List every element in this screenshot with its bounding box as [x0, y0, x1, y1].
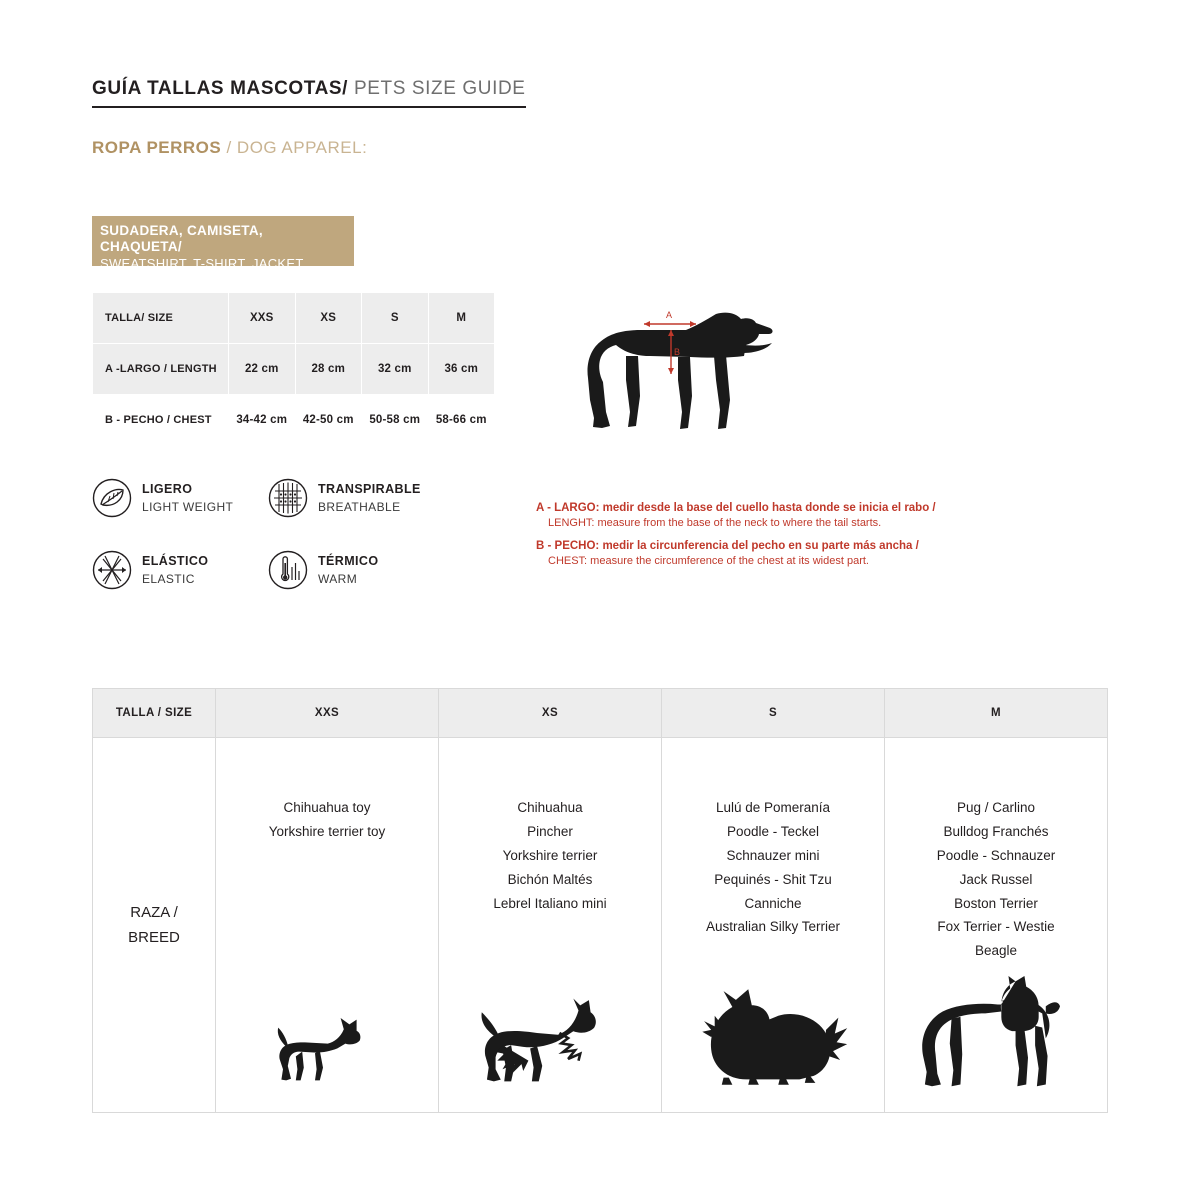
meas-row-a-xxs: 22 cm: [229, 344, 296, 395]
breed-name: Jack Russel: [959, 871, 1033, 887]
breed-name: Pug / Carlino: [956, 800, 1036, 815]
leaf-icon: [92, 478, 132, 518]
breed-name: Chihuahua: [517, 800, 583, 815]
feature-label-es: LIGERO: [142, 482, 193, 496]
breed-name: Boston Terrier: [954, 895, 1038, 911]
breed-name: Lebrel Italiano mini: [493, 895, 607, 911]
feature-lightweight: [92, 478, 233, 518]
breed-header-m: M: [885, 689, 1108, 738]
feature-lightweight-text: [142, 480, 233, 516]
legend-chest-es: B - PECHO: medir la circunferencia del pecho en su parte más ancha /: [536, 539, 919, 552]
breed-row-label-line1: RAZA /: [130, 903, 178, 921]
feature-elastic: [92, 550, 208, 590]
breed-name: Lulú de Pomeranía: [715, 800, 831, 815]
section-subtitle-es: ROPA PERROS: [92, 138, 222, 157]
meas-row-a-xs: 28 cm: [295, 344, 362, 395]
table-row: [93, 738, 1108, 1113]
meas-row-b-m: 58-66 cm: [428, 395, 495, 446]
breed-name: Bichón Maltés: [507, 871, 593, 887]
feature-breathable: [268, 478, 421, 518]
feature-warm: [268, 550, 378, 590]
feature-label-es: TÉRMICO: [318, 554, 379, 568]
breed-cell-m: [885, 738, 1108, 1113]
legend-chest-en: CHEST: measure the circumference of the chest at its widest part.: [548, 555, 869, 568]
diagram-label-a: A: [666, 310, 673, 320]
meas-row-b-label: B - PECHO / CHEST: [93, 395, 229, 446]
elastic-icon: [92, 550, 132, 590]
small-longhair-dog-silhouette: [439, 995, 661, 1090]
breed-name: Pequinés - Shit Tzu: [714, 871, 832, 887]
table-row-header: [93, 689, 1108, 738]
feature-label-es: TRANSPIRABLE: [318, 482, 421, 496]
banner-label-en: SWEATSHIRT, T-SHIRT, JACKET: [100, 255, 304, 271]
feature-label-en: LIGHT WEIGHT: [142, 500, 234, 514]
breed-name: Fox Terrier - Westie: [937, 919, 1055, 935]
page-title-es: GUÍA TALLAS MASCOTAS/: [92, 78, 349, 99]
meas-header-xs: XS: [295, 293, 362, 344]
page-title: [92, 78, 526, 108]
breed-name: Poodle - Teckel: [726, 823, 820, 839]
meas-row-a-s: 32 cm: [362, 344, 429, 395]
breed-cell-xxs: [216, 738, 439, 1113]
breed-row-label-line2: BREED: [128, 929, 180, 946]
meas-header-m: M: [428, 293, 495, 344]
table-row-header: [93, 293, 495, 344]
breed-header-xxs: XXS: [216, 689, 439, 738]
page-title-en: PETS SIZE GUIDE: [348, 78, 526, 99]
thermometer-icon: [268, 550, 308, 590]
measurement-legend: [536, 500, 1006, 576]
table-row: [93, 344, 495, 395]
table-row: [93, 395, 495, 446]
meas-row-a-label: A -LARGO / LENGTH: [93, 344, 229, 395]
chihuahua-silhouette: [216, 1010, 438, 1090]
meas-header-xxs: XXS: [229, 293, 296, 344]
meas-header-label: TALLA/ SIZE: [93, 293, 229, 344]
breed-name: Yorkshire terrier: [502, 847, 598, 863]
breed-name: Pincher: [527, 823, 573, 839]
breed-header-xs: XS: [439, 689, 662, 738]
breed-cell-s: [662, 738, 885, 1113]
meas-row-b-xs: 42-50 cm: [295, 395, 362, 446]
feature-elastic-text: [142, 552, 208, 588]
measurement-table: [92, 292, 495, 446]
breed-name: Yorkshire terrier toy: [268, 823, 386, 839]
breed-name: Schnauzer mini: [726, 847, 820, 863]
breed-name: Bulldog Franchés: [943, 823, 1049, 839]
breed-header-label: TALLA / SIZE: [93, 689, 216, 738]
feature-label-en: ELASTIC: [142, 572, 195, 586]
breed-table: [92, 688, 1108, 1113]
breed-name: Beagle: [974, 943, 1018, 959]
legend-length-en: LENGHT: measure from the base of the neck to where the tail starts.: [548, 517, 882, 530]
legend-item-length: [536, 500, 1006, 532]
breed-cell-xs: [439, 738, 662, 1113]
feature-label-en: BREATHABLE: [318, 500, 401, 514]
breed-name: Poodle - Schnauzer: [936, 847, 1056, 863]
feature-label-en: WARM: [318, 572, 358, 586]
legend-length-es: A - LARGO: medir desde la base del cuello hasta donde se inicia el rabo /: [536, 502, 936, 514]
legend-item-chest: [536, 538, 1006, 570]
feature-breathable-text: [318, 480, 421, 516]
feature-label-es: ELÁSTICO: [142, 554, 209, 568]
feature-warm-text: [318, 552, 378, 588]
breed-name: Chihuahua toy: [283, 800, 371, 815]
breed-name: Australian Silky Terrier: [705, 919, 841, 935]
dog-measurement-diagram: [540, 300, 830, 460]
meas-row-b-s: 50-58 cm: [362, 395, 429, 446]
meas-row-b-xxs: 34-42 cm: [229, 395, 296, 446]
section-subtitle: [92, 138, 367, 158]
diagram-label-b: B: [674, 347, 681, 357]
breed-row-label-cell: [93, 738, 216, 1113]
apparel-category-banner: [92, 216, 354, 271]
section-subtitle-en: / DOG APPAREL:: [221, 138, 368, 157]
meas-row-a-m: 36 cm: [428, 344, 495, 395]
banner-label-es: SUDADERA, CAMISETA, CHAQUETA/: [100, 223, 263, 255]
breed-header-s: S: [662, 689, 885, 738]
pomeranian-silhouette: [662, 984, 884, 1090]
breed-name: Canniche: [744, 895, 802, 911]
meas-header-s: S: [362, 293, 429, 344]
mesh-icon: [268, 478, 308, 518]
bulldog-silhouette: [885, 974, 1107, 1090]
